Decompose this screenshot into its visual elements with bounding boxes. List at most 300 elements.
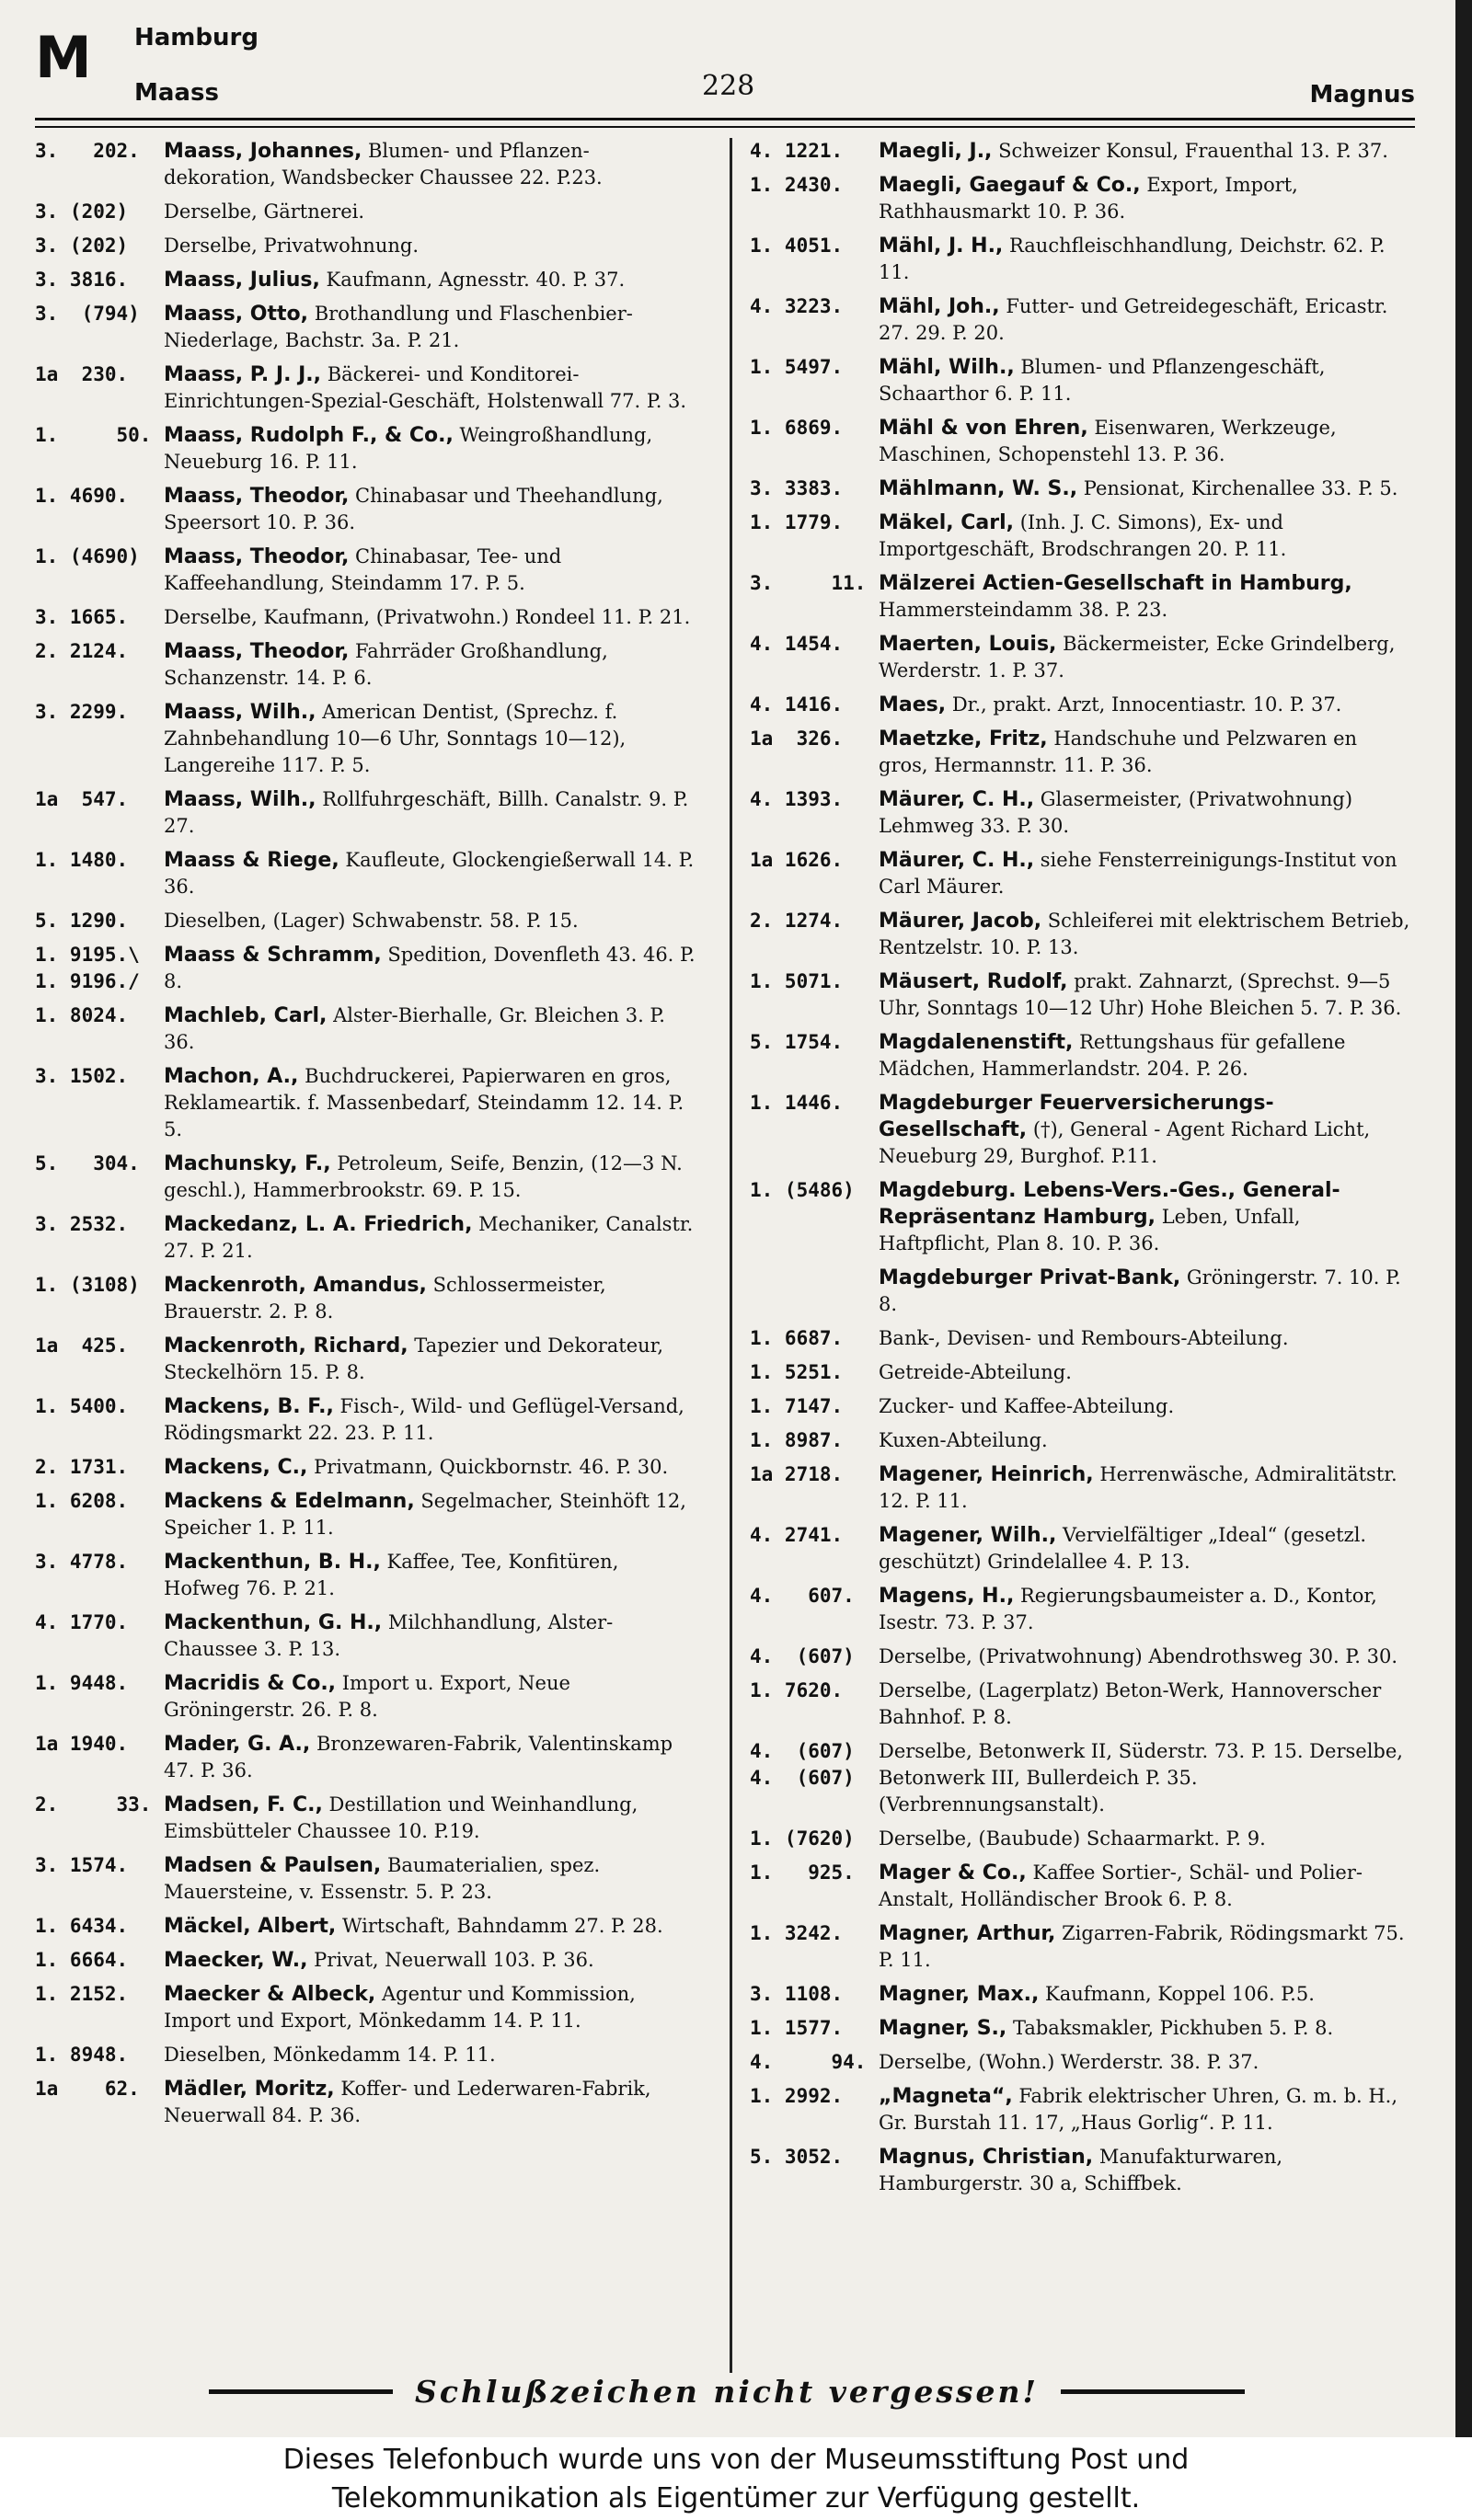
- entry-name: Mackenroth, Richard,: [164, 1334, 408, 1357]
- entry-body: [164, 1151, 697, 1204]
- entry-name: Maass, Theodor,: [164, 545, 350, 568]
- entry-name: Maass & Riege,: [164, 849, 339, 872]
- directory-entry: [750, 847, 1412, 900]
- entry-details: Gröningerstr. 7. 10. P. 8.: [879, 1266, 1401, 1315]
- entry-details: Vervielfältiger „Ideal“ (gesetzl. geschützt) Grindelallee 4. P. 13.: [879, 1524, 1367, 1573]
- entry-details: prakt. Zahnarzt, (Sprechst. 9—5 Uhr, Sonntags 10—12 Uhr) Hohe Bleichen 5. 7. P. 36.: [879, 970, 1402, 1019]
- entry-name: Mähl & von Ehren,: [879, 417, 1088, 440]
- directory-entry: [750, 172, 1412, 225]
- phone-number: 5. 1290.: [35, 910, 129, 932]
- directory-entry: [750, 1644, 1412, 1670]
- entry-body: [164, 422, 697, 475]
- phone-number: 5. 1754.: [750, 1031, 844, 1053]
- entry-details: Koffer- und Lederwaren-Fabrik, Neuerwall 84. P. 36.: [164, 2078, 651, 2126]
- entry-details: Kuxen-Abteilung.: [879, 1429, 1048, 1451]
- phone-number: 1. 9448.: [35, 1672, 129, 1694]
- entry-details: Fisch-, Wild- und Geflügel-Versand, Rödingsmarkt 22. 23. P. 11.: [164, 1395, 684, 1444]
- entry-body: [879, 908, 1412, 961]
- phone-number: 3. (202): [35, 235, 129, 257]
- phone-number: 1. 6687.: [750, 1327, 844, 1349]
- phone-number: 5. 3052.: [750, 2146, 844, 2168]
- entry-details: Destillation und Weinhandlung, Eimsbütteler Chaussee 10. P.19.: [164, 1793, 638, 1842]
- entry-details: Derselbe, (Baubude) Schaarmarkt. P. 9.: [879, 1827, 1266, 1850]
- entry-name: Maes,: [879, 693, 947, 716]
- directory-entry: [35, 301, 697, 354]
- entry-details: Agentur und Kommission, Import und Export, Mönkedamm 14. P. 11.: [164, 1983, 636, 2032]
- entry-details: Hammersteindamm 38. P. 23.: [879, 599, 1168, 621]
- directory-entry: [35, 1333, 697, 1386]
- entry-body: [879, 692, 1412, 718]
- entry-details: Glasermeister, (Privatwohnung) Lehmweg 33. P. 30.: [879, 788, 1353, 837]
- entry-body: [879, 475, 1412, 502]
- entry-body: [879, 1981, 1412, 2008]
- entry-details: Herrenwäsche, Admiralitätstr. 12. P. 11.: [879, 1463, 1397, 1512]
- entry-body: [879, 1583, 1412, 1636]
- entry-body: [164, 199, 697, 225]
- entry-body: [879, 786, 1412, 840]
- entry-details: Derselbe, (Privatwohnung) Abendrothsweg 30. P. 30.: [879, 1645, 1398, 1667]
- city-heading: Hamburg: [134, 24, 259, 52]
- page-number: 228: [702, 70, 755, 102]
- entry-details: Buchdruckerei, Papierwaren en gros, Reklameartik. f. Massenbedarf, Steindamm 12. 14. P. 5.: [164, 1065, 684, 1140]
- entry-name: Machunsky, F.,: [164, 1152, 331, 1175]
- header-rule: [35, 118, 1415, 128]
- entry-body: [879, 1860, 1412, 1913]
- left-column: [35, 138, 697, 2136]
- entry-details: Brothandlung und Flaschenbier-Niederlage, Bachstr. 3a. P. 21.: [164, 303, 633, 351]
- first-name-heading: Maass: [134, 79, 219, 107]
- entry-name: Magdalenenstift,: [879, 1031, 1074, 1054]
- entry-body: [879, 293, 1412, 347]
- entry-name: Maass, Wilh.,: [164, 788, 316, 811]
- entry-details: Dieselben, (Lager) Schwabenstr. 58. P. 15.: [164, 910, 579, 932]
- entry-body: [879, 570, 1412, 624]
- directory-entry: [750, 510, 1412, 563]
- directory-entry: [750, 631, 1412, 684]
- entry-details: Derselbe, Kaufmann, (Privatwohn.) Rondeel 11. P. 21.: [164, 606, 691, 628]
- phone-number: 1. (4690): [35, 545, 140, 567]
- entry-name: Magdeburg. Lebens-Vers.-Ges., General-Repräsentanz Hamburg,: [879, 1179, 1340, 1229]
- entry-name: Magener, Heinrich,: [879, 1463, 1094, 1486]
- entry-name: Mähl, J. H.,: [879, 235, 1004, 258]
- entry-name: Maass & Schramm,: [164, 944, 382, 967]
- entry-name: Magener, Wilh.,: [879, 1524, 1057, 1547]
- entry-name: Madsen & Paulsen,: [164, 1854, 382, 1877]
- phone-number: 3. 1665.: [35, 606, 129, 628]
- phone-number: 1. (5486): [750, 1179, 855, 1201]
- phone-number: 1. 8024.: [35, 1004, 129, 1026]
- directory-entry: [750, 475, 1412, 502]
- directory-entry: [35, 1454, 697, 1481]
- entry-details: Derselbe, Privatwohnung.: [164, 235, 419, 257]
- entry-body: [879, 1738, 1412, 1818]
- phone-number: 1. 4690.: [35, 485, 129, 507]
- phone-number: 1. 6869.: [750, 417, 844, 439]
- phone-number: 3. (202): [35, 200, 129, 223]
- phone-number: 1. 925.: [750, 1861, 855, 1884]
- phone-number: 3. (794): [35, 303, 140, 325]
- entry-name: Machleb, Carl,: [164, 1004, 328, 1027]
- entry-details: Dieselben, Mönkedamm 14. P. 11.: [164, 2044, 496, 2066]
- directory-entry: [750, 1920, 1412, 1974]
- entry-body: [164, 2042, 697, 2068]
- footer-bar-right: [1061, 2389, 1245, 2394]
- entry-name: Maegli, Gaegauf & Co.,: [879, 174, 1141, 197]
- entry-name: Mäurer, C. H.,: [879, 788, 1035, 811]
- entry-name: Mäckel, Albert,: [164, 1915, 337, 1938]
- entry-name: Madsen, F. C.,: [164, 1793, 323, 1816]
- column-divider: [730, 138, 732, 2373]
- entry-body: [164, 786, 697, 840]
- phone-number: 1. 6664.: [35, 1949, 129, 1971]
- entry-body: [879, 1177, 1412, 1257]
- entry-details: Import u. Export, Neue Gröningerstr. 26. P. 8.: [164, 1672, 570, 1721]
- entry-body: [164, 138, 697, 191]
- directory-entry: [35, 786, 697, 840]
- directory-entry: [35, 942, 697, 995]
- directory-entry: [750, 968, 1412, 1022]
- directory-entry: [750, 908, 1412, 961]
- directory-entry: [35, 483, 697, 536]
- directory-entry: [35, 2042, 697, 2068]
- entry-body: [164, 1488, 697, 1541]
- entry-name: Magnus, Christian,: [879, 2146, 1094, 2169]
- entry-body: [164, 1792, 697, 1845]
- directory-entry: [750, 415, 1412, 468]
- directory-entry: [750, 570, 1412, 624]
- entry-details: Blumen- und Pflanzen-dekoration, Wandsbecker Chaussee 22. P.23.: [164, 140, 603, 189]
- entry-name: Mackenthun, G. H.,: [164, 1611, 383, 1634]
- entry-name: Mager & Co.,: [879, 1861, 1027, 1884]
- entry-name: Mähl, Joh.,: [879, 295, 1000, 318]
- entry-body: [164, 847, 697, 900]
- entry-details: Baumaterialien, spez. Mauersteine, v. Essenstr. 5. P. 23.: [164, 1854, 601, 1903]
- entry-details: Bäckerei- und Konditorei-Einrichtungen-Spezial-Geschäft, Holstenwall 77. P. 3.: [164, 363, 687, 412]
- entry-body: [164, 1333, 697, 1386]
- entry-name: Mackens, C.,: [164, 1456, 308, 1479]
- entry-body: [879, 1461, 1412, 1515]
- entry-body: [879, 1359, 1412, 1386]
- entry-body: [879, 510, 1412, 563]
- entry-details: American Dentist, (Sprechz. f. Zahnbehandlung 10—6 Uhr, Sonntags 10—12), Langereihe 117. P. 5.: [164, 701, 627, 776]
- phone-number: 1. (7620): [750, 1827, 855, 1850]
- entry-body: [879, 1920, 1412, 1974]
- entry-body: [164, 908, 697, 934]
- entry-body: [879, 1090, 1412, 1170]
- entry-name: Maegli, J.,: [879, 140, 993, 163]
- entry-details: Wirtschaft, Bahndamm 27. P. 28.: [341, 1915, 663, 1937]
- phone-number: 3. 2299.: [35, 701, 129, 723]
- phone-number: 1a 2718.: [750, 1463, 844, 1485]
- phone-number: 4. 3223.: [750, 295, 844, 317]
- phone-number: 3. 4778.: [35, 1551, 129, 1573]
- entry-details: Bäckermeister, Ecke Grindelberg, Werderstr. 1. P. 37.: [879, 633, 1396, 682]
- phone-number: 1. 5071.: [750, 970, 844, 992]
- entry-body: [164, 233, 697, 259]
- entry-body: [164, 1670, 697, 1724]
- entry-details: Zucker- und Kaffee-Abteilung.: [879, 1395, 1175, 1417]
- entry-name: Maass, Julius,: [164, 269, 320, 292]
- phone-number: 3. 11.: [750, 572, 867, 594]
- directory-entry: [35, 1211, 697, 1265]
- directory-entry: [35, 1731, 697, 1784]
- entry-details: Rollfuhrgeschäft, Billh. Canalstr. 9. P. 27.: [164, 788, 689, 837]
- phone-number: 4. 1454.: [750, 633, 844, 655]
- entry-name: Mählmann, W. S.,: [879, 477, 1078, 500]
- entry-body: [164, 1393, 697, 1447]
- entry-body: [879, 172, 1412, 225]
- phone-number: 5. 304.: [35, 1152, 140, 1174]
- phone-number: 4. 1416.: [750, 693, 844, 716]
- entry-body: [164, 1609, 697, 1663]
- entry-body: [879, 2015, 1412, 2042]
- right-column: [750, 138, 1412, 2205]
- entry-name: Maass, Theodor,: [164, 640, 350, 663]
- entry-details: Alster-Bierhalle, Gr. Bleichen 3. P. 36.: [164, 1004, 665, 1053]
- entry-name: Mackenthun, B. H.,: [164, 1551, 381, 1574]
- entry-name: Mackenroth, Amandus,: [164, 1274, 427, 1297]
- entry-name: Mackens & Edelmann,: [164, 1490, 415, 1513]
- directory-entry: [35, 1852, 697, 1906]
- phone-number: 1. 7147.: [750, 1395, 844, 1417]
- entry-body: [879, 1393, 1412, 1420]
- directory-entry: [750, 786, 1412, 840]
- phone-number: 1. 4051.: [750, 235, 844, 257]
- directory-entry: [750, 1359, 1412, 1386]
- entry-details: Bronzewaren-Fabrik, Valentinskamp 47. P. 36.: [164, 1733, 673, 1781]
- directory-entry: [750, 233, 1412, 286]
- directory-entry: [35, 699, 697, 779]
- entry-details: Kaufleute, Glockengießerwall 14. P. 36.: [164, 849, 695, 898]
- entry-details: Rettungshaus für gefallene Mädchen, Hammerlandstr. 204. P. 26.: [879, 1031, 1346, 1080]
- entry-body: [879, 631, 1412, 684]
- phone-number: 4. 1393.: [750, 788, 844, 810]
- entry-name: Mackedanz, L. A. Friedrich,: [164, 1213, 473, 1236]
- entry-name: Mäurer, C. H.,: [879, 849, 1035, 872]
- entry-body: [879, 233, 1412, 286]
- directory-entry: [750, 2144, 1412, 2197]
- entry-body: [879, 1265, 1412, 1318]
- entry-details: Chinabasar und Theehandlung, Speersort 10. P. 36.: [164, 485, 663, 533]
- scan-edge: [1455, 0, 1472, 2437]
- directory-entry: [35, 908, 697, 934]
- directory-entry: [750, 293, 1412, 347]
- phone-number: 1. 9195.\ 1. 9196./: [35, 944, 140, 992]
- entry-body: [164, 1211, 697, 1265]
- phone-number: 2. 33.: [35, 1793, 152, 1816]
- phone-number: 4. 1221.: [750, 140, 844, 162]
- entry-details: Mechaniker, Canalstr. 27. P. 21.: [164, 1213, 694, 1262]
- entry-body: [879, 1325, 1412, 1352]
- phone-number: 2. 1274.: [750, 910, 844, 932]
- entry-details: Regierungsbaumeister a. D., Kontor, Isestr. 73. P. 37.: [879, 1585, 1377, 1633]
- entry-name: Mähl, Wilh.,: [879, 356, 1015, 379]
- entry-name: Maass, Rudolph F., & Co.,: [164, 424, 454, 447]
- directory-entry: [750, 2083, 1412, 2136]
- entry-details: Schweizer Konsul, Frauenthal 13. P. 37.: [998, 140, 1388, 162]
- directory-entry: [35, 544, 697, 597]
- entry-details: Getreide-Abteilung.: [879, 1361, 1072, 1383]
- directory-entry: [35, 638, 697, 692]
- entry-name: Maerten, Louis,: [879, 633, 1057, 656]
- entry-body: [164, 942, 697, 995]
- phone-number: 1a 230.: [35, 363, 129, 385]
- phone-number: 1. 8987.: [750, 1429, 844, 1451]
- directory-entry: [750, 1522, 1412, 1575]
- entry-name: Magens, H.,: [879, 1585, 1015, 1608]
- entry-body: [164, 638, 697, 692]
- entry-body: [164, 699, 697, 779]
- entry-name: Magner, Max.,: [879, 1983, 1040, 2006]
- directory-entry: [750, 1678, 1412, 1731]
- entry-details: Kaffee Sortier-, Schäl- und Polier-Anstalt, Holländischer Brook 6. P. 8.: [879, 1861, 1363, 1910]
- entry-name: Mälzerei Actien-Gesellschaft in Hamburg,: [879, 572, 1352, 595]
- phone-number: 1. 50.: [35, 424, 152, 446]
- directory-entry: [35, 1792, 697, 1845]
- entry-details: Eisenwaren, Werkzeuge, Maschinen, Schopenstehl 13. P. 36.: [879, 417, 1337, 465]
- directory-entry: [35, 847, 697, 900]
- directory-entry: [750, 1738, 1412, 1818]
- entry-details: Kaufmann, Agnesstr. 40. P. 37.: [326, 269, 626, 291]
- entry-details: Pensionat, Kirchenallee 33. P. 5.: [1083, 477, 1398, 499]
- entry-name: Maecker, W.,: [164, 1949, 308, 1972]
- entry-details: Kaffee, Tee, Konfitüren, Hofweg 76. P. 21.: [164, 1551, 619, 1599]
- phone-number: 1. 5400.: [35, 1395, 129, 1417]
- entry-details: Kaufmann, Koppel 106. P.5.: [1045, 1983, 1315, 2005]
- entry-details: Rauchfleischhandlung, Deichstr. 62. P. 11.: [879, 235, 1386, 283]
- directory-entry: [35, 422, 697, 475]
- entry-details: Privat, Neuerwall 103. P. 36.: [314, 1949, 594, 1971]
- phone-number: 4. (607) 4. (607): [750, 1740, 855, 1789]
- phone-number: 3. 2532.: [35, 1213, 129, 1235]
- phone-number: 3. 3383.: [750, 477, 844, 499]
- entry-body: [879, 2144, 1412, 2197]
- entry-details: Chinabasar, Tee- und Kaffeehandlung, Steindamm 17. P. 5.: [164, 545, 562, 594]
- entry-name: Maass, P. J. J.,: [164, 363, 321, 386]
- footer-reminder: [37, 2373, 1417, 2410]
- phone-number: 3. 1574.: [35, 1854, 129, 1876]
- phone-number: 1. 2152.: [35, 1983, 129, 2005]
- directory-entry: [750, 2015, 1412, 2042]
- entry-name: Maecker & Albeck,: [164, 1983, 376, 2006]
- phone-number: 1. 7620.: [750, 1679, 844, 1701]
- directory-entry: [35, 604, 697, 631]
- entry-body: [164, 1981, 697, 2034]
- phone-number: 1. (3108): [35, 1274, 140, 1296]
- phone-number: 1a 62.: [35, 2078, 140, 2100]
- entry-body: [164, 1063, 697, 1143]
- entry-details: Zigarren-Fabrik, Rödingsmarkt 75. P. 11.: [879, 1922, 1405, 1971]
- entry-name: Mader, G. A.,: [164, 1733, 311, 1756]
- phone-number: 3. 1108.: [750, 1983, 844, 2005]
- entry-name: Maass, Wilh.,: [164, 701, 316, 724]
- directory-entry: [35, 1981, 697, 2034]
- entry-body: [879, 726, 1412, 779]
- entry-body: [879, 354, 1412, 407]
- entry-details: Weingroßhandlung, Neueburg 16. P. 11.: [164, 424, 653, 473]
- directory-entry: [750, 1393, 1412, 1420]
- directory-entry: [750, 1583, 1412, 1636]
- entry-body: [879, 1826, 1412, 1852]
- entry-details: Derselbe, Gärtnerei.: [164, 200, 365, 223]
- entry-details: Export, Import, Rathhausmarkt 10. P. 36.: [879, 174, 1298, 223]
- entry-details: Leben, Unfall, Haftpflicht, Plan 8. 10. P. 36.: [879, 1206, 1301, 1254]
- entry-details: Derselbe, (Wohn.) Werderstr. 38. P. 37.: [879, 2051, 1259, 2073]
- phone-number: [750, 1265, 879, 1318]
- entry-details: Milchhandlung, Alster-Chaussee 3. P. 13.: [164, 1611, 614, 1660]
- directory-entry: [750, 1177, 1412, 1257]
- entry-name: Mäusert, Rudolf,: [879, 970, 1068, 993]
- phone-number: 2. 1731.: [35, 1456, 129, 1478]
- entry-body: [164, 267, 697, 293]
- entry-body: [164, 1272, 697, 1325]
- entry-name: Magdeburger Privat-Bank,: [879, 1266, 1181, 1289]
- entry-body: [879, 1029, 1412, 1082]
- directory-entry: [750, 1461, 1412, 1515]
- entry-body: [879, 1522, 1412, 1575]
- directory-entry: [750, 138, 1412, 165]
- directory-entry: [35, 1488, 697, 1541]
- phone-number: 1a 1626.: [750, 849, 844, 871]
- directory-entry: [35, 1151, 697, 1204]
- phone-number: 3. 1502.: [35, 1065, 129, 1087]
- entry-name: Mackens, B. F.,: [164, 1395, 334, 1418]
- entry-body: [164, 1731, 697, 1784]
- entry-body: [164, 544, 697, 597]
- phone-number: 1. 1480.: [35, 849, 129, 871]
- entry-body: [879, 2083, 1412, 2136]
- entry-name: Magdeburger Feuerversicherungs-Gesellschaft,: [879, 1092, 1274, 1141]
- entry-details: Bank-, Devisen- und Rembours-Abteilung.: [879, 1327, 1289, 1349]
- entry-name: Macridis & Co.,: [164, 1672, 337, 1695]
- phone-number: 1. 6434.: [35, 1915, 129, 1937]
- entry-body: [164, 361, 697, 415]
- entry-details: Spedition, Dovenfleth 43. 46. P. 8.: [164, 944, 696, 992]
- directory-entry: [750, 692, 1412, 718]
- entry-body: [879, 138, 1412, 165]
- phone-number: 3. 202.: [35, 140, 140, 162]
- phone-number: 1. 5497.: [750, 356, 844, 378]
- phone-number: 3. 3816.: [35, 269, 129, 291]
- directory-entry: [750, 1427, 1412, 1454]
- entry-details: siehe Fensterreinigungs-Institut von Carl Mäurer.: [879, 849, 1397, 898]
- directory-entry: [750, 1029, 1412, 1082]
- phone-number: 1. 1577.: [750, 2017, 844, 2039]
- phone-number: 4. 2741.: [750, 1524, 844, 1546]
- entry-details: Fabrik elektrischer Uhren, G. m. b. H., Gr. Burstah 11. 17, „Haus Gorlig“. P. 11.: [879, 2085, 1398, 2134]
- directory-entry: [35, 1393, 697, 1447]
- phone-number: 1. 1779.: [750, 511, 844, 533]
- directory-entry: [35, 199, 697, 225]
- entry-name: Mäkel, Carl,: [879, 511, 1014, 534]
- entry-body: [879, 1427, 1412, 1454]
- phone-number: 1a 326.: [750, 727, 844, 750]
- directory-entry: [750, 354, 1412, 407]
- directory-entry: [35, 1549, 697, 1602]
- entry-name: Magner, S.,: [879, 2017, 1007, 2040]
- footer-bar-left: [209, 2389, 393, 2394]
- phone-number: 1. 6208.: [35, 1490, 129, 1512]
- entry-body: [164, 1549, 697, 1602]
- directory-entry: [35, 2076, 697, 2129]
- directory-entry: [35, 1002, 697, 1056]
- entry-body: [164, 301, 697, 354]
- entry-body: [164, 2076, 697, 2129]
- directory-entry: [750, 2049, 1412, 2076]
- entry-body: [164, 1947, 697, 1974]
- phone-number: 1a 1940.: [35, 1733, 129, 1755]
- entry-body: [879, 847, 1412, 900]
